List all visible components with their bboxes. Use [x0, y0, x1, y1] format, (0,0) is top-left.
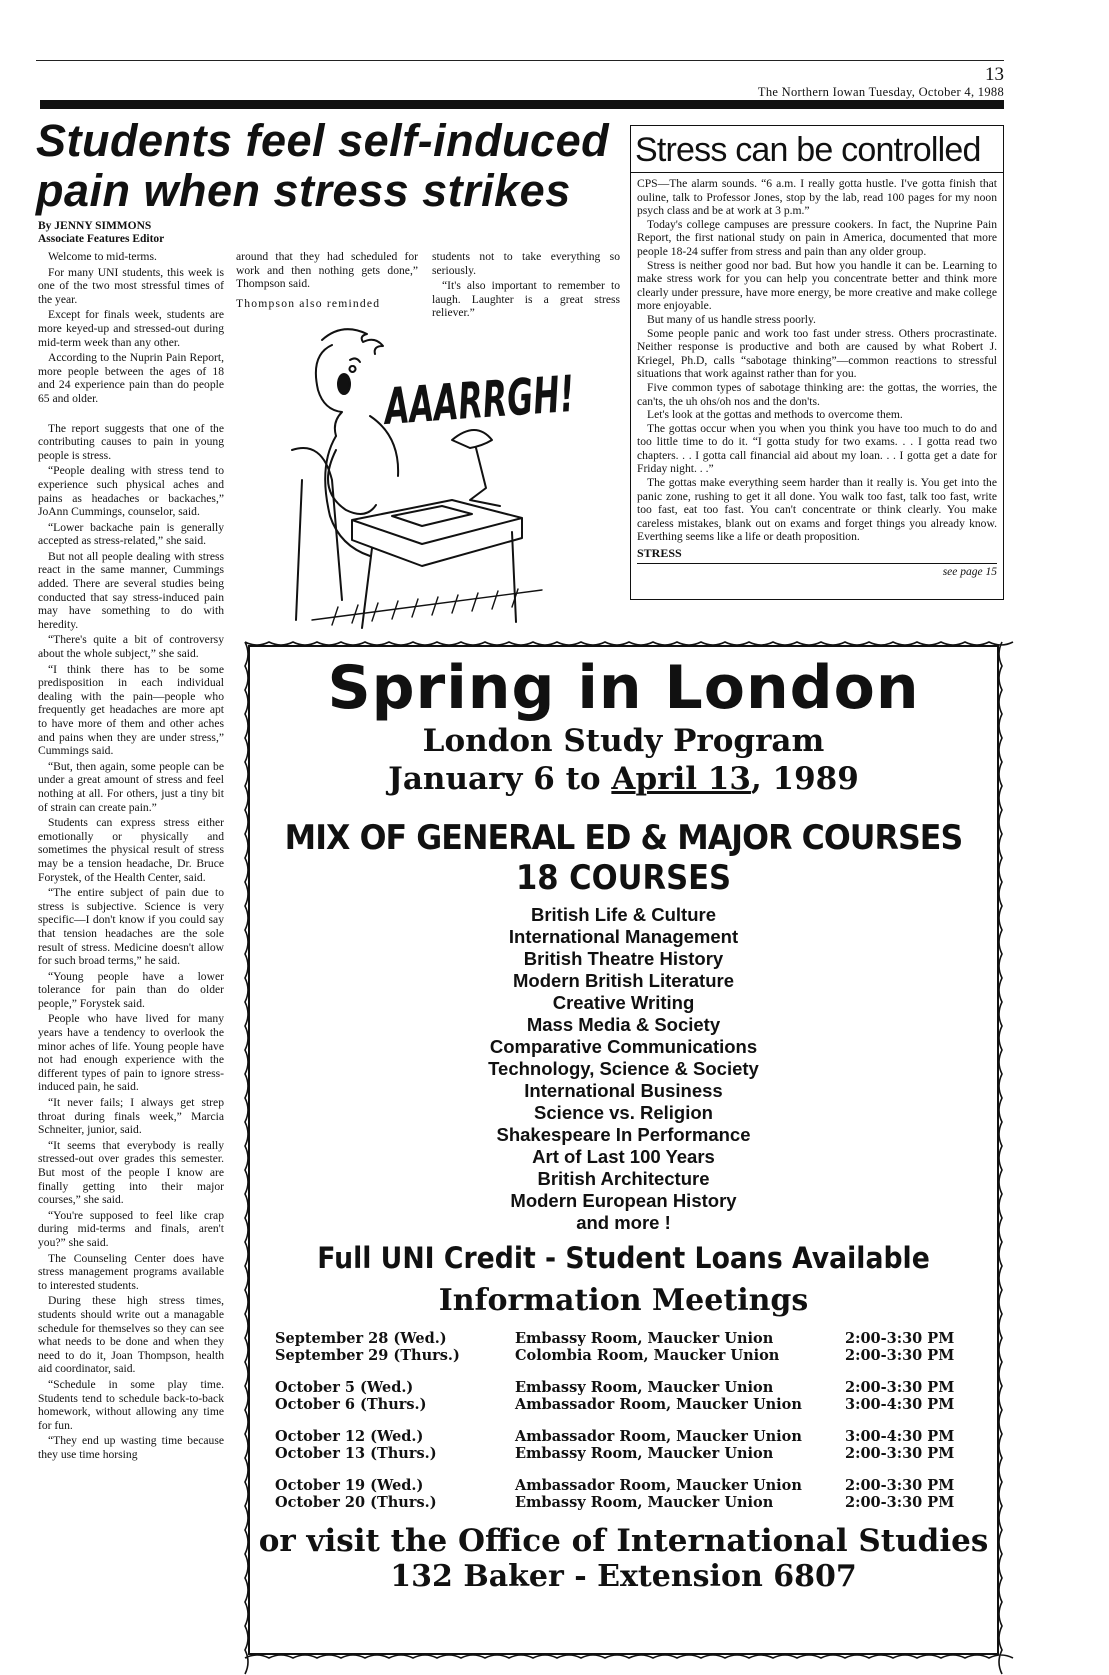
- meetings-table: [275, 1330, 954, 1511]
- meeting-room: Colombia Room, Maucker Union: [515, 1347, 780, 1364]
- page-number: 13: [985, 64, 1004, 85]
- article-column-2: [236, 250, 418, 312]
- table-row: [275, 1330, 954, 1347]
- ad-dates-end: April 13: [611, 761, 751, 797]
- paragraph: “Schedule in some play time. Students tend to schedule back-to-back homework, without allowing any time for fun.: [38, 1377, 224, 1432]
- list-item: British Architecture: [537, 1168, 710, 1189]
- meeting-date: October 12 (Wed.): [275, 1428, 424, 1445]
- cartoon-arm: [328, 450, 376, 514]
- paragraph: CPS—The alarm sounds. “6 a.m. I really gotta hustle. I've gotta finish that ouline, talk to Professor Jones, stop by the lab, read 100 pages for my noon psych class and be at work at 3 p.m.”: [637, 177, 997, 218]
- paragraph: Students can express stress either emotionally or physically and sometimes the physical result of stress may be a tension headache, Dr. Bruce Forystek, of the Health Center, said.: [38, 816, 224, 884]
- list-item: Art of Last 100 Years: [532, 1146, 715, 1167]
- paragraph: But many of us handle stress poorly.: [647, 312, 816, 326]
- paragraph: Today's college campuses are pressure cookers. In fact, the Nuprine Pain Report, the first national study on pain in America, documented that more people 18-24 suffer from stress and pain than any older group.: [637, 217, 997, 258]
- london-study-ad: [243, 640, 1004, 1660]
- cartoon-hair: [322, 329, 383, 354]
- ad-title: Spring in London: [327, 653, 920, 723]
- byline: [38, 220, 164, 246]
- list-item: and more !: [576, 1212, 671, 1233]
- paragraph: During these high stress times, students should write out a managable schedule for themselves so they can see what needs to be done and when they need to do it, Joan Thompson, health aid coordinator, said.: [38, 1294, 224, 1376]
- cartoon-caption: AAARRGH!: [382, 357, 685, 436]
- header-bar: [40, 100, 1004, 109]
- col1-part2: [38, 422, 224, 1462]
- meeting-time: 2:00-3:30 PM: [845, 1494, 955, 1511]
- paragraph: The Counseling Center does have stress management programs available to interested students.: [38, 1251, 224, 1292]
- jump-label: STRESS: [637, 546, 997, 564]
- paragraph: “They end up wasting time because they use time horsing: [38, 1434, 224, 1461]
- article-headline: Students feel self-induced pain when stress strikes: [36, 115, 610, 216]
- meeting-time: 2:00-3:30 PM: [845, 1379, 955, 1396]
- meeting-date: October 19 (Wed.): [275, 1477, 424, 1494]
- paragraph: “It seems that everybody is really stressed-out over grades this semester. But most of the people I know are finally getting into their major courses,” she said.: [38, 1138, 224, 1207]
- paragraph: Some people panic and work too fast under stress. Others procrastinate. Neither response is productive and both are caused by what Robert J. Kriegel, Ph.D, calls “sabotage thinking”—common reactions to stressful situations that work against rather than for you.: [637, 326, 997, 381]
- cartoon-floor: [312, 589, 542, 625]
- table-row: [275, 1347, 954, 1364]
- list-item: Comparative Communications: [489, 1036, 758, 1057]
- sidebar-box: [630, 125, 1004, 600]
- paragraph: The gottas occur when you when you think you have too much to do and too little time to do it. “I gotta study for two exams. . . I gotta read two chapters. . . I gotta call financial aid about my loan. . . I gotta get a date for Friday night. . .”: [637, 421, 997, 476]
- list-item: Shakespeare In Performance: [496, 1124, 751, 1145]
- paragraph: According to the Nuprin Pain Report, more people between the ages of 18 and 24 experience pain than do people 65 and older.: [38, 351, 224, 405]
- cartoon-eye: [350, 358, 361, 372]
- cartoon-head: [316, 345, 342, 436]
- list-item: Science vs. Religion: [534, 1102, 713, 1123]
- article-column-3: [432, 250, 620, 322]
- paragraph: The report suggests that one of the contributing causes to pain in young people is stress.: [38, 421, 224, 462]
- meeting-date: October 20 (Thurs.): [275, 1494, 437, 1511]
- meeting-time: 2:00-3:30 PM: [845, 1477, 955, 1494]
- cartoon-chair: [292, 448, 342, 620]
- paragraph: Five common types of sabotage thinking are: the gottas, the worries, the can'ts, the uh ohs/oh nos and the don'ts.: [637, 380, 997, 408]
- col1-part1: [38, 250, 224, 406]
- paragraph: People who have lived for many years have a tendency to overlook the minor aches of life. Young people have not had enough experience with the different types of pain to ignore stress-induced pain, he said.: [38, 1012, 224, 1094]
- paragraph: Let's look at the gottas and methods to overcome them.: [647, 408, 903, 422]
- sidebar-title: Stress can be controlled: [631, 130, 1003, 173]
- ad-visit: or visit the Office of International Studies: [258, 1523, 989, 1559]
- paragraph: But not all people dealing with stress react in the same manner, Cummings added. There are several studies being conducted that say stress-induced pain may have something to do with heredity.: [38, 549, 224, 631]
- byline-title: Associate Features Editor: [38, 233, 165, 245]
- meeting-date: October 6 (Thurs.): [275, 1396, 427, 1413]
- meeting-room: Embassy Room, Maucker Union: [515, 1330, 774, 1347]
- cartoon-lamp: [452, 430, 500, 506]
- ad-dates: [257, 760, 990, 798]
- paragraph: Except for finals week, students are more keyed-up and stressed-out during mid-term week than any other.: [38, 308, 224, 349]
- list-item: International Management: [508, 926, 739, 947]
- ad-address: 132 Baker - Extension 6807: [390, 1559, 857, 1594]
- paragraph: “There's quite a bit of controversy about the whole subject,” she said.: [38, 633, 224, 661]
- paragraph: “It never fails; I always get strep throat during finals week,” Marcia Schneiter, junior, said.: [38, 1096, 224, 1137]
- list-item: Mass Media & Society: [526, 1014, 721, 1035]
- paragraph: “I think there has to be some predisposition in each individual dealing with the pain—people who frequently get headaches are more apt to have more of them and other aches and pains when they are under stress,” Cummings said.: [38, 662, 224, 758]
- paragraph: “Young people have a lower tolerance for pain than do older people,” Forystek said.: [38, 969, 224, 1010]
- article-column-1: [38, 250, 224, 1660]
- list-item: International Business: [524, 1080, 723, 1101]
- ad-credit: Full UNI Credit - Student Loans Available: [317, 1241, 930, 1275]
- paragraph: “It's also important to remember to laugh. Laughter is a great stress reliever.”: [432, 279, 620, 320]
- meeting-date: October 13 (Thurs.): [275, 1445, 437, 1462]
- table-row: [275, 1413, 954, 1445]
- ad-course-count: 18 COURSES: [515, 858, 732, 898]
- meeting-date: September 28 (Wed.): [275, 1330, 447, 1347]
- byline-name: By JENNY SIMMONS: [38, 220, 152, 232]
- paragraph: “You're supposed to feel like crap during mid-terms and finals, aren't you?” she said.: [38, 1208, 224, 1249]
- list-item: British Theatre History: [523, 948, 724, 969]
- list-item: British Life & Culture: [530, 904, 716, 925]
- paragraph: around that they had scheduled for work and then nothing gets done,” Thompson said.: [236, 250, 418, 291]
- paragraph: For many UNI students, this week is one of the two most stressful times of the year.: [38, 265, 224, 306]
- ad-mix: MIX OF GENERAL ED & MAJOR COURSES: [284, 818, 963, 858]
- list-item: Modern European History: [510, 1190, 737, 1211]
- meeting-time: 3:00-4:30 PM: [845, 1428, 955, 1445]
- ad-content: [257, 654, 990, 1646]
- table-row: [275, 1364, 954, 1396]
- paragraph: “Lower backache pain is generally accepted as stress-related,” she said.: [38, 520, 224, 548]
- ad-dates-year: , 1989: [750, 761, 859, 797]
- meeting-date: September 29 (Thurs.): [275, 1347, 460, 1364]
- paragraph: The gottas make everything seem harder than it really is. You get into the panic zone, rushing to get it all done. You walk too fast, talk too fast, write too fast, eat too fast. You can't concentrate or think clearly. You make careless mistakes, blank out on exams and forget things you already know. Everthing seems like a life or death proposition.: [637, 476, 997, 544]
- paragraph: “People dealing with stress tend to experience such physical aches and pains as headaches or backaches,” JoAnn Cummings, counselor, said.: [38, 464, 224, 519]
- ad-dates-start: January 6 to: [388, 761, 612, 797]
- list-item: Technology, Science & Society: [488, 1058, 759, 1079]
- paragraph: “The entire subject of pain due to stress is subjective. Science is very specific—I don't know if you could say that tension headaches are the sole result of stress. Medicine doesn't allow for such broad terms,” he said.: [38, 886, 224, 968]
- paragraph: Thompson also reminded: [236, 296, 381, 310]
- list-item: Creative Writing: [552, 992, 695, 1013]
- meeting-room: Ambassador Room, Maucker Union: [515, 1477, 802, 1494]
- meeting-room: Embassy Room, Maucker Union: [515, 1445, 774, 1462]
- meeting-room: Ambassador Room, Maucker Union: [515, 1396, 802, 1413]
- list-item: Modern British Literature: [513, 970, 734, 991]
- meeting-time: 2:00-3:30 PM: [845, 1330, 955, 1347]
- meeting-time: 3:00-4:30 PM: [845, 1396, 955, 1413]
- meeting-date: October 5 (Wed.): [275, 1379, 414, 1396]
- paragraph: students not to take everything so seriously.: [432, 250, 620, 277]
- sidebar-body: [637, 177, 997, 544]
- meeting-time: 2:00-3:30 PM: [845, 1347, 955, 1364]
- course-list: [257, 904, 990, 1234]
- cartoon-desk: [352, 500, 522, 628]
- table-row: [275, 1462, 954, 1494]
- ad-info-title: Information Meetings: [438, 1283, 809, 1318]
- paragraph: “But, then again, some people can be under a great amount of stress and feel nothing at all. For others, just a tiny bit of strain can create pain.”: [38, 759, 224, 814]
- meeting-room: Ambassador Room, Maucker Union: [515, 1428, 802, 1445]
- masthead: The Northern Iowan Tuesday, October 4, 1988: [757, 85, 1004, 99]
- see-page-link[interactable]: see page 15: [942, 566, 997, 579]
- paragraph: Welcome to mid-terms.: [48, 250, 157, 263]
- meeting-room: Embassy Room, Maucker Union: [515, 1379, 774, 1396]
- paragraph: Stress is neither good nor bad. But how you handle it can be. Learning to make stress work for you can help you concentrate better and think more clearly under pressure, have more energy, be more creative and make college more enjoyable.: [637, 258, 997, 313]
- table-row: [275, 1494, 954, 1511]
- cartoon-mouth: [338, 374, 350, 394]
- meeting-time: 2:00-3:30 PM: [845, 1445, 955, 1462]
- ad-program: London Study Program: [422, 723, 825, 759]
- meeting-room: Embassy Room, Maucker Union: [515, 1494, 774, 1511]
- table-row: [275, 1445, 954, 1462]
- table-row: [275, 1396, 954, 1413]
- top-rule: [36, 60, 1004, 61]
